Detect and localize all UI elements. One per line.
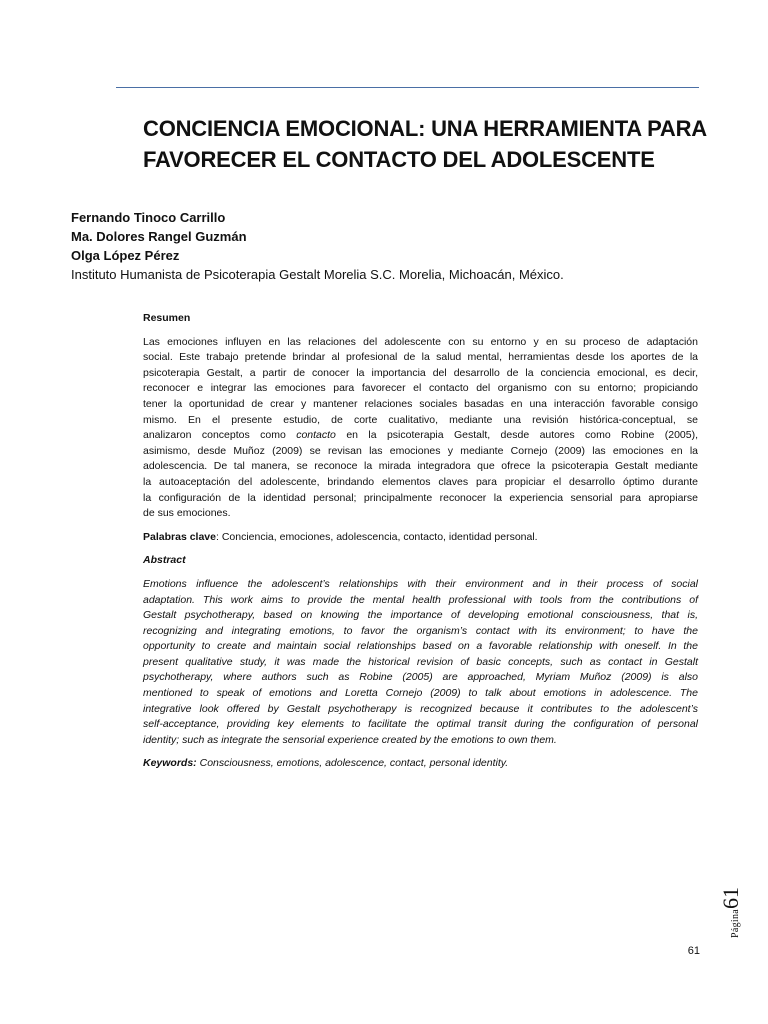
palabras-clave-line: [143, 530, 698, 546]
abstract-section: [143, 311, 698, 780]
keywords: [143, 756, 698, 772]
abstract-line: Emotions influence the adolescent’s relationships with their environment and in their process of social: [143, 577, 698, 590]
author-affiliation: Instituto Humanista de Psicoterapia Gestalt Morelia S.C. Morelia, Michoacán, México.: [71, 267, 564, 282]
page-side-number: 61: [718, 886, 743, 909]
abstract-line: self-acceptance, providing key elements to facilitate the optimal transit during the configuration of personal: [143, 718, 698, 731]
abstract-line: opportunity to create and maintain social relationships based on a favorable relationship with oneself. In the: [143, 640, 698, 653]
resumen-fragment: analizaron conceptos como: [143, 429, 286, 442]
title-line-2: FAVORECER EL CONTACTO DEL ADOLESCENTE: [143, 147, 655, 172]
resumen-line: mismo. En el presente estudio, de corte cualitativo, mediante una revisión histórica-conceptual, se: [143, 413, 698, 426]
abstract-heading: Abstract: [143, 554, 186, 567]
resumen-line: Las emociones influyen en las relaciones del adolescente con su entorno y en su proceso de adaptación: [143, 335, 698, 348]
resumen-fragment: en la psicoterapia Gestalt, desde autores como Robine (2005),: [346, 429, 699, 442]
author-block: [71, 208, 711, 284]
abstract-line: adaptation. This work aims to provide the mental health professional with tools from the contributions of: [143, 593, 698, 606]
keywords-label: Keywords:: [143, 757, 197, 770]
resumen-line: tener la oportunidad de crear y mantener relaciones sociales basadas en una interacción favorable consigo: [143, 397, 698, 410]
article-title: [143, 113, 713, 175]
resumen-italic-term: contacto: [296, 429, 336, 442]
author-name: Olga López Pérez: [71, 248, 180, 263]
abstract-line: Gestalt psychotherapy, based on knowing the importance of developing emotional consciousness, that is,: [143, 609, 698, 622]
abstract-line: identity; such as integrate the sensorial experience created by the emotions to own them.: [143, 733, 557, 746]
resumen-line: adolescencia. De tal manera, se reconoce la mirada integradora que ofrece la psicoterapia Gestalt mediante: [143, 460, 698, 473]
abstract-line: psychotherapy, where authors such as Robine (2005) are approached, Myriam Muñoz (2009) is also: [143, 671, 698, 684]
resumen-line: psicoterapia Gestalt, a partir de conocer la importancia del desarrollo de la conciencia emocional, es decir,: [143, 366, 698, 379]
author-name: Fernando Tinoco Carrillo: [71, 210, 226, 225]
header-rule: [116, 87, 699, 88]
page-side-marker: [718, 868, 744, 938]
resumen-line: la autoaceptación del adolescente, brindando elementos claves para propiciar el desarrollo óptimo durante: [143, 475, 698, 488]
resumen-body: [143, 335, 698, 522]
title-line-1: CONCIENCIA EMOCIONAL: UNA HERRAMIENTA PARA: [143, 116, 707, 141]
resumen-line: social. Este trabajo pretende brindar al profesional de la salud mental, herramientas desde los aportes de la: [143, 351, 698, 364]
abstract-line: recognizing and integrating emotions, to favor the organism’s contact with its environment; to have the: [143, 624, 698, 637]
keywords-line: [143, 756, 698, 772]
abstract-line: integrative look offered by Gestalt psychotherapy is recognized because it contributes to the adolescent’s: [143, 702, 698, 715]
keywords-text: Consciousness, emotions, adolescence, contact, personal identity.: [196, 757, 509, 770]
author-name: Ma. Dolores Rangel Guzmán: [71, 229, 247, 244]
resumen-line: de sus emociones.: [143, 507, 231, 520]
abstract-line: mentioned to speak of emotions and Loretta Cornejo (2009) to talk about emotions in adolescence. The: [143, 687, 698, 700]
resumen-line: la configuración de la identidad personal; principalmente reconocer la experiencia sensorial para apropiarse: [143, 491, 698, 504]
resumen-heading: Resumen: [143, 312, 191, 324]
palabras-clave: [143, 530, 698, 546]
page-number: 61: [687, 945, 700, 957]
abstract-line: present qualitative study, it was made the historical revision of basic concepts, such as contact in Gestalt: [143, 655, 698, 668]
resumen-line: reconocer e integrar las emociones para favorecer el contacto del organismo con su entorno; propiciando: [143, 382, 698, 395]
page-side-word: Página: [730, 908, 741, 938]
page-side-rotated: [718, 887, 744, 938]
palabras-clave-text: : Conciencia, emociones, adolescencia, contacto, identidad personal.: [215, 530, 538, 543]
palabras-clave-label: Palabras clave: [143, 530, 216, 543]
abstract-body: [143, 577, 698, 749]
resumen-line: asimismo, desde Muñoz (2009) se revisan las emociones y mediante Cornejo (2009) las emociones en la: [143, 444, 698, 457]
resumen-line-with-italic: [143, 428, 698, 444]
